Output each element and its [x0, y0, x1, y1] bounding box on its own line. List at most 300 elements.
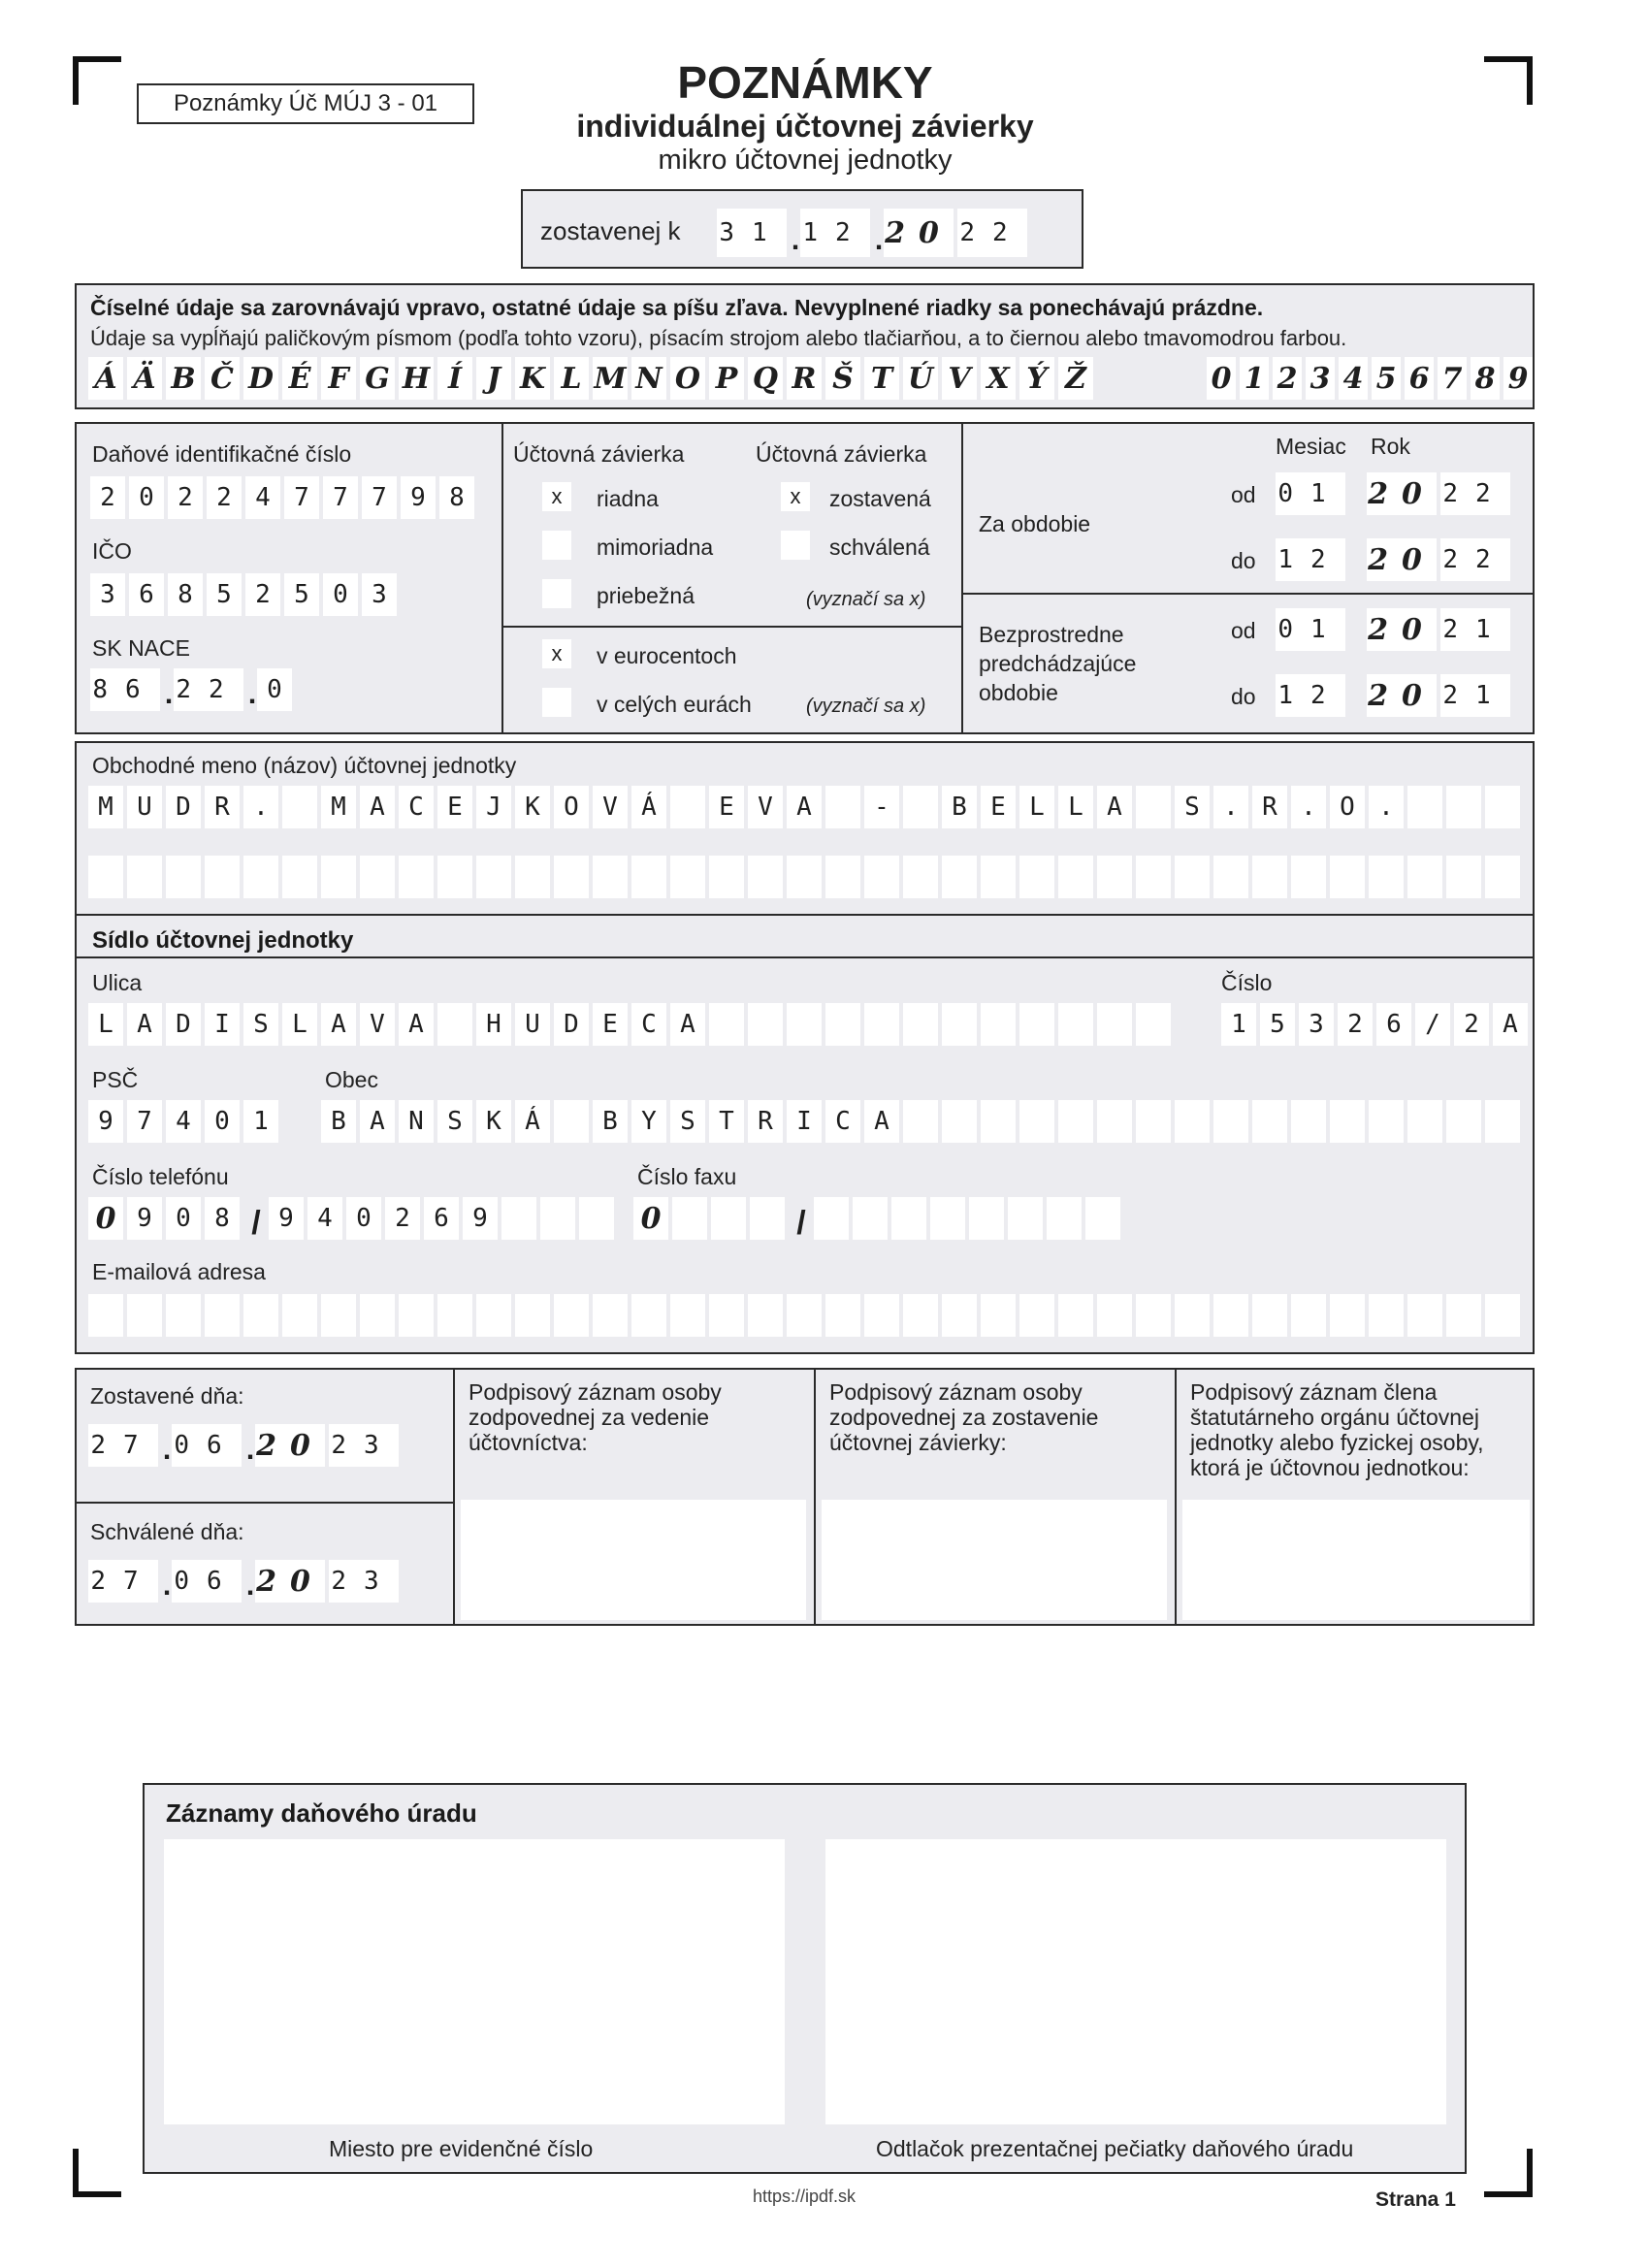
- fax-number-cell[interactable]: [1085, 1197, 1120, 1240]
- email-cell[interactable]: [1330, 1294, 1365, 1337]
- phone-number-cell[interactable]: [501, 1197, 536, 1240]
- street-cell[interactable]: [1097, 1003, 1132, 1046]
- ico-cell[interactable]: 3: [362, 573, 397, 616]
- date-month[interactable]: 12: [800, 209, 870, 257]
- email-cell[interactable]: [321, 1294, 356, 1337]
- city-field[interactable]: [321, 1100, 1524, 1143]
- city-cell[interactable]: B: [321, 1100, 356, 1143]
- fax-cell[interactable]: [750, 1197, 785, 1240]
- nace-part-2[interactable]: 22: [174, 668, 243, 711]
- ico-cell[interactable]: 6: [129, 573, 164, 616]
- psc-cell[interactable]: 0: [205, 1100, 240, 1143]
- email-cell[interactable]: [127, 1294, 162, 1337]
- compiled-year-rest[interactable]: 23: [329, 1424, 399, 1467]
- psc-cell[interactable]: 9: [88, 1100, 123, 1143]
- stamp-area[interactable]: [825, 1839, 1446, 2124]
- city-cell[interactable]: K: [476, 1100, 511, 1143]
- company-name-cell[interactable]: [903, 786, 938, 828]
- email-cell[interactable]: [981, 1294, 1016, 1337]
- email-cell[interactable]: [1175, 1294, 1210, 1337]
- company-name-cell[interactable]: [593, 856, 628, 898]
- city-cell[interactable]: [1407, 1100, 1442, 1143]
- dic-cell[interactable]: 9: [401, 476, 436, 519]
- fax-label: Číslo faxu: [637, 1164, 737, 1189]
- company-name-cell[interactable]: [515, 856, 550, 898]
- phone-number-cell[interactable]: 4: [307, 1197, 342, 1240]
- email-cell[interactable]: [903, 1294, 938, 1337]
- street-number-cell[interactable]: 1: [1221, 1003, 1256, 1046]
- current-to-field: [1276, 538, 1514, 581]
- email-cell[interactable]: [166, 1294, 201, 1337]
- street-number-cell[interactable]: 2: [1454, 1003, 1489, 1046]
- company-name-cell[interactable]: S: [1175, 786, 1210, 828]
- email-cell[interactable]: [476, 1294, 511, 1337]
- zostavena-checkbox[interactable]: x: [781, 482, 810, 511]
- city-cell[interactable]: [1446, 1100, 1481, 1143]
- street-number-cell[interactable]: A: [1493, 1003, 1528, 1046]
- city-cell[interactable]: S: [437, 1100, 472, 1143]
- company-name-cell[interactable]: [1446, 786, 1481, 828]
- company-name-cell[interactable]: [1291, 856, 1326, 898]
- phone-number-cell[interactable]: 6: [424, 1197, 459, 1240]
- previous-to-month[interactable]: 12: [1276, 674, 1345, 717]
- sample-letter: J: [476, 357, 511, 400]
- company-name-cell[interactable]: [205, 856, 240, 898]
- previous-to-year-rest[interactable]: 21: [1440, 674, 1510, 717]
- street-number-cell[interactable]: 5: [1260, 1003, 1295, 1046]
- email-cell[interactable]: [515, 1294, 550, 1337]
- city-cell[interactable]: B: [593, 1100, 628, 1143]
- company-name-cell[interactable]: Á: [631, 786, 666, 828]
- city-cell[interactable]: A: [360, 1100, 395, 1143]
- company-name-cell[interactable]: [670, 856, 705, 898]
- company-name-cell[interactable]: [1485, 856, 1520, 898]
- street-cell[interactable]: [1058, 1003, 1093, 1046]
- psc-cell[interactable]: 1: [243, 1100, 278, 1143]
- company-name-cell[interactable]: [476, 856, 511, 898]
- company-name-cell[interactable]: [1136, 786, 1171, 828]
- street-cell[interactable]: D: [166, 1003, 201, 1046]
- ico-cell[interactable]: 8: [168, 573, 203, 616]
- company-name-cell[interactable]: C: [399, 786, 434, 828]
- city-cell[interactable]: [1058, 1100, 1093, 1143]
- city-cell[interactable]: [1213, 1100, 1248, 1143]
- company-name-cell[interactable]: K: [515, 786, 550, 828]
- email-cell[interactable]: [825, 1294, 860, 1337]
- schvalena-checkbox[interactable]: [781, 531, 810, 560]
- dic-cell[interactable]: 2: [90, 476, 125, 519]
- nace-field[interactable]: [90, 668, 296, 711]
- current-to-year-rest[interactable]: 22: [1440, 538, 1510, 581]
- sample-letter: G: [360, 357, 395, 400]
- nace-part-1[interactable]: 86: [90, 668, 160, 711]
- riadna-checkbox[interactable]: x: [542, 482, 571, 511]
- company-name-cell[interactable]: [282, 786, 317, 828]
- fax-number-cell[interactable]: [814, 1197, 849, 1240]
- compiled-on-label: Zostavené dňa:: [90, 1383, 244, 1409]
- dic-cell[interactable]: 7: [362, 476, 397, 519]
- company-name-cell[interactable]: .: [1213, 786, 1248, 828]
- company-name-cell[interactable]: M: [321, 786, 356, 828]
- street-cell[interactable]: A: [399, 1003, 434, 1046]
- city-cell[interactable]: [1485, 1100, 1520, 1143]
- street-number-cell[interactable]: 2: [1338, 1003, 1373, 1046]
- company-name-cell[interactable]: V: [593, 786, 628, 828]
- previous-from-year-hand[interactable]: 20: [1367, 608, 1437, 651]
- compiled-day[interactable]: 27: [88, 1424, 158, 1467]
- current-to-year-hand[interactable]: 20: [1367, 538, 1437, 581]
- email-cell[interactable]: [1097, 1294, 1132, 1337]
- company-name-cell[interactable]: [1097, 856, 1132, 898]
- street-cell[interactable]: C: [631, 1003, 666, 1046]
- company-name-cell[interactable]: L: [1058, 786, 1093, 828]
- company-name-cell[interactable]: M: [88, 786, 123, 828]
- fax-number-cell[interactable]: [930, 1197, 965, 1240]
- email-cell[interactable]: [1019, 1294, 1054, 1337]
- dic-cell[interactable]: 0: [129, 476, 164, 519]
- street-cell[interactable]: [825, 1003, 860, 1046]
- email-cell[interactable]: [787, 1294, 822, 1337]
- date-day[interactable]: 31: [717, 209, 787, 257]
- city-cell[interactable]: I: [787, 1100, 822, 1143]
- company-name-cell[interactable]: [942, 856, 977, 898]
- company-name-cell[interactable]: [1058, 856, 1093, 898]
- phone-number-cell[interactable]: 9: [463, 1197, 498, 1240]
- previous-from-month[interactable]: 01: [1276, 608, 1345, 651]
- email-cell[interactable]: [1136, 1294, 1171, 1337]
- company-name-cell[interactable]: [399, 856, 434, 898]
- compiled-as-of-box: [521, 189, 1083, 269]
- sample-letter: Q: [748, 357, 783, 400]
- phone-number-cell[interactable]: 0: [346, 1197, 381, 1240]
- street-number-cell[interactable]: 3: [1299, 1003, 1334, 1046]
- company-name-cell[interactable]: [903, 856, 938, 898]
- ico-cell[interactable]: 3: [90, 573, 125, 616]
- city-cell[interactable]: Á: [515, 1100, 550, 1143]
- compiled-year-hand[interactable]: 20: [255, 1424, 325, 1467]
- company-name-cell[interactable]: R: [1252, 786, 1287, 828]
- city-cell[interactable]: [942, 1100, 977, 1143]
- street-cell[interactable]: A: [670, 1003, 705, 1046]
- email-cell[interactable]: [864, 1294, 899, 1337]
- city-cell[interactable]: Y: [631, 1100, 666, 1143]
- email-cell[interactable]: [1407, 1294, 1442, 1337]
- signature-statutory-line: Podpisový záznam člena: [1190, 1379, 1438, 1405]
- city-cell[interactable]: N: [399, 1100, 434, 1143]
- company-name-cell[interactable]: [437, 856, 472, 898]
- city-cell[interactable]: [981, 1100, 1016, 1143]
- company-name-cell[interactable]: [1213, 856, 1248, 898]
- ico-cell[interactable]: 2: [245, 573, 280, 616]
- street-cell[interactable]: H: [476, 1003, 511, 1046]
- company-name-cell[interactable]: V: [748, 786, 783, 828]
- approved-month[interactable]: 06: [172, 1560, 242, 1603]
- dic-cell[interactable]: 2: [168, 476, 203, 519]
- street-number-field[interactable]: [1221, 1003, 1532, 1046]
- approved-year-rest[interactable]: 23: [329, 1560, 399, 1603]
- street-cell[interactable]: U: [515, 1003, 550, 1046]
- date-year-rest[interactable]: 22: [957, 209, 1027, 257]
- email-cell[interactable]: [88, 1294, 123, 1337]
- current-to-month[interactable]: 12: [1276, 538, 1345, 581]
- company-name-cell[interactable]: -: [864, 786, 899, 828]
- company-name-cell[interactable]: [554, 856, 589, 898]
- fax-number-cell[interactable]: [1047, 1197, 1082, 1240]
- phone-number-cell[interactable]: 9: [269, 1197, 304, 1240]
- street-cell[interactable]: A: [127, 1003, 162, 1046]
- company-name-cell[interactable]: .: [243, 786, 278, 828]
- company-name-cell[interactable]: [166, 856, 201, 898]
- street-cell[interactable]: [709, 1003, 744, 1046]
- company-name-field[interactable]: [88, 786, 1524, 828]
- company-name-cell[interactable]: O: [1330, 786, 1365, 828]
- phone-prefix-cell[interactable]: 0: [166, 1197, 201, 1240]
- company-name-cell[interactable]: [1330, 856, 1365, 898]
- street-number-cell[interactable]: 6: [1376, 1003, 1411, 1046]
- company-name-cell[interactable]: [981, 856, 1016, 898]
- street-cell[interactable]: [787, 1003, 822, 1046]
- city-cell[interactable]: [1330, 1100, 1365, 1143]
- date-year-hand[interactable]: 20: [884, 209, 954, 257]
- company-name-cell[interactable]: [670, 786, 705, 828]
- company-name-cell[interactable]: [1407, 786, 1442, 828]
- city-cell[interactable]: R: [748, 1100, 783, 1143]
- psc-cell[interactable]: 7: [127, 1100, 162, 1143]
- email-cell[interactable]: [399, 1294, 434, 1337]
- street-field[interactable]: [88, 1003, 1175, 1046]
- company-name-cell[interactable]: .: [1291, 786, 1326, 828]
- fax-field[interactable]: [633, 1197, 1124, 1240]
- sample-letter: X: [981, 357, 1016, 400]
- current-from-year-rest[interactable]: 22: [1440, 472, 1510, 515]
- fax-number-cell[interactable]: [969, 1197, 1004, 1240]
- city-cell[interactable]: C: [825, 1100, 860, 1143]
- email-cell[interactable]: [205, 1294, 240, 1337]
- street-cell[interactable]: [1136, 1003, 1171, 1046]
- company-name-cell[interactable]: B: [942, 786, 977, 828]
- email-cell[interactable]: [1446, 1294, 1481, 1337]
- company-name-cell[interactable]: [825, 856, 860, 898]
- company-name-cell[interactable]: [127, 856, 162, 898]
- city-cell[interactable]: A: [864, 1100, 899, 1143]
- company-name-cell[interactable]: [243, 856, 278, 898]
- street-cell[interactable]: [748, 1003, 783, 1046]
- company-name-cell[interactable]: D: [166, 786, 201, 828]
- email-cell[interactable]: [1291, 1294, 1326, 1337]
- company-name-cell[interactable]: [1446, 856, 1481, 898]
- city-cell[interactable]: [554, 1100, 589, 1143]
- street-cell[interactable]: V: [360, 1003, 395, 1046]
- current-from-year-hand[interactable]: 20: [1367, 472, 1437, 515]
- street-cell[interactable]: S: [243, 1003, 278, 1046]
- email-field[interactable]: [88, 1294, 1524, 1337]
- company-name-cell[interactable]: [1136, 856, 1171, 898]
- approved-year-hand[interactable]: 20: [255, 1560, 325, 1603]
- email-cell[interactable]: [243, 1294, 278, 1337]
- company-name-cell[interactable]: L: [1019, 786, 1054, 828]
- mimoriadna-checkbox[interactable]: [542, 531, 571, 560]
- city-cell[interactable]: [1175, 1100, 1210, 1143]
- celych-eurach-checkbox[interactable]: [542, 688, 571, 717]
- company-name-cell[interactable]: [88, 856, 123, 898]
- email-cell[interactable]: [709, 1294, 744, 1337]
- city-cell[interactable]: [1252, 1100, 1287, 1143]
- dic-cell[interactable]: 7: [323, 476, 358, 519]
- psc-field[interactable]: [88, 1100, 282, 1143]
- street-cell[interactable]: A: [321, 1003, 356, 1046]
- dic-cell[interactable]: 7: [284, 476, 319, 519]
- company-name-cell[interactable]: A: [360, 786, 395, 828]
- company-name-cell[interactable]: E: [981, 786, 1016, 828]
- phone-number-cell[interactable]: [579, 1197, 614, 1240]
- city-cell[interactable]: [1136, 1100, 1171, 1143]
- city-cell[interactable]: T: [709, 1100, 744, 1143]
- phone-prefix-cell[interactable]: 8: [205, 1197, 240, 1240]
- email-cell[interactable]: [631, 1294, 666, 1337]
- sample-digit: 0: [1207, 357, 1236, 400]
- fax-number-cell[interactable]: [853, 1197, 888, 1240]
- signature-statutory-area[interactable]: [1182, 1500, 1530, 1620]
- street-cell[interactable]: E: [593, 1003, 628, 1046]
- company-name-cell[interactable]: [709, 856, 744, 898]
- date-dot: .: [791, 224, 800, 256]
- street-number-cell[interactable]: /: [1415, 1003, 1450, 1046]
- fax-number-cell[interactable]: [1008, 1197, 1043, 1240]
- form-code: Poznámky Úč MÚJ 3 - 01: [173, 90, 438, 116]
- dic-field[interactable]: [90, 476, 478, 519]
- email-cell[interactable]: [670, 1294, 705, 1337]
- company-name-cell[interactable]: [1485, 786, 1520, 828]
- signature-accounting-line: Podpisový záznam osoby: [469, 1379, 722, 1405]
- signature-accounting-line: zodpovednej za vedenie: [469, 1405, 710, 1430]
- company-name-cell[interactable]: [282, 856, 317, 898]
- company-name-cell[interactable]: [631, 856, 666, 898]
- company-name-field-row-2[interactable]: [88, 856, 1524, 898]
- city-cell[interactable]: [1097, 1100, 1132, 1143]
- company-name-cell[interactable]: [1252, 856, 1287, 898]
- current-from-month[interactable]: 01: [1276, 472, 1345, 515]
- previous-from-year-rest[interactable]: 21: [1440, 608, 1510, 651]
- company-name-cell[interactable]: E: [437, 786, 472, 828]
- street-cell[interactable]: [903, 1003, 938, 1046]
- ico-cell[interactable]: 5: [284, 573, 319, 616]
- psc-cell[interactable]: 4: [166, 1100, 201, 1143]
- street-cell[interactable]: [942, 1003, 977, 1046]
- registration-number-area[interactable]: [164, 1839, 785, 2124]
- city-cell[interactable]: [1019, 1100, 1054, 1143]
- phone-prefix-cell[interactable]: 9: [127, 1197, 162, 1240]
- email-cell[interactable]: [593, 1294, 628, 1337]
- signatures-block: [75, 1368, 1535, 1626]
- company-name-cell[interactable]: [787, 856, 822, 898]
- previous-period-label: [979, 620, 1136, 707]
- dic-cell[interactable]: 8: [439, 476, 474, 519]
- company-name-cell[interactable]: [1019, 856, 1054, 898]
- company-name-cell[interactable]: [360, 856, 395, 898]
- street-cell[interactable]: [1019, 1003, 1054, 1046]
- email-cell[interactable]: [1058, 1294, 1093, 1337]
- company-name-cell[interactable]: [825, 786, 860, 828]
- email-cell[interactable]: [1485, 1294, 1520, 1337]
- fax-cell[interactable]: [711, 1197, 746, 1240]
- email-cell[interactable]: [748, 1294, 783, 1337]
- street-cell[interactable]: L: [88, 1003, 123, 1046]
- city-cell[interactable]: [903, 1100, 938, 1143]
- company-name-cell[interactable]: A: [787, 786, 822, 828]
- fax-cell[interactable]: [672, 1197, 707, 1240]
- email-cell[interactable]: [360, 1294, 395, 1337]
- ico-cell[interactable]: 0: [323, 573, 358, 616]
- street-cell[interactable]: I: [205, 1003, 240, 1046]
- company-name-cell[interactable]: [864, 856, 899, 898]
- previous-to-year-hand[interactable]: 20: [1367, 674, 1437, 717]
- ico-label: IČO: [92, 538, 132, 564]
- signature-accounting-area[interactable]: [461, 1500, 806, 1620]
- company-name-cell[interactable]: [1407, 856, 1442, 898]
- priebezna-checkbox[interactable]: [542, 579, 571, 608]
- dic-cell[interactable]: 2: [207, 476, 242, 519]
- fax-prefix[interactable]: 0: [633, 1197, 668, 1240]
- city-cell[interactable]: [1291, 1100, 1326, 1143]
- street-cell[interactable]: [981, 1003, 1016, 1046]
- city-cell[interactable]: [1369, 1100, 1404, 1143]
- approved-day[interactable]: 27: [88, 1560, 158, 1603]
- company-name-cell[interactable]: A: [1097, 786, 1132, 828]
- eurocentoch-checkbox[interactable]: x: [542, 639, 571, 668]
- ico-field[interactable]: [90, 573, 401, 616]
- email-cell[interactable]: [1213, 1294, 1248, 1337]
- signature-compilation-area[interactable]: [822, 1500, 1167, 1620]
- nace-part-3[interactable]: 0: [257, 668, 292, 711]
- period-year-header: Rok: [1371, 434, 1410, 459]
- company-name-cell[interactable]: O: [554, 786, 589, 828]
- previous-to-field: [1276, 674, 1514, 717]
- phone-number-cell[interactable]: [540, 1197, 575, 1240]
- street-cell[interactable]: [864, 1003, 899, 1046]
- approved-on-date[interactable]: [88, 1560, 403, 1603]
- company-name-cell[interactable]: [1369, 856, 1404, 898]
- company-name-cell[interactable]: [321, 856, 356, 898]
- company-name-cell[interactable]: .: [1369, 786, 1404, 828]
- street-cell[interactable]: L: [282, 1003, 317, 1046]
- date-dot: .: [245, 1570, 255, 1602]
- email-cell[interactable]: [1252, 1294, 1287, 1337]
- company-name-cell[interactable]: [748, 856, 783, 898]
- compiled-month[interactable]: 06: [172, 1424, 242, 1467]
- email-cell[interactable]: [554, 1294, 589, 1337]
- email-cell[interactable]: [282, 1294, 317, 1337]
- street-cell[interactable]: D: [554, 1003, 589, 1046]
- company-name-cell[interactable]: U: [127, 786, 162, 828]
- fax-number-cell[interactable]: [891, 1197, 926, 1240]
- footer-url[interactable]: https://ipdf.sk: [753, 2187, 857, 2206]
- company-name-cell[interactable]: R: [205, 786, 240, 828]
- company-name-cell[interactable]: [1175, 856, 1210, 898]
- street-cell[interactable]: [437, 1003, 472, 1046]
- email-cell[interactable]: [1369, 1294, 1404, 1337]
- phone-prefix-cell[interactable]: 0: [88, 1197, 123, 1240]
- city-cell[interactable]: S: [670, 1100, 705, 1143]
- company-name-cell[interactable]: E: [709, 786, 744, 828]
- ico-cell[interactable]: 5: [207, 573, 242, 616]
- compiled-on-date[interactable]: [88, 1424, 403, 1467]
- email-cell[interactable]: [942, 1294, 977, 1337]
- email-cell[interactable]: [437, 1294, 472, 1337]
- company-name-cell[interactable]: J: [476, 786, 511, 828]
- phone-field[interactable]: [88, 1197, 618, 1240]
- dic-cell[interactable]: 4: [245, 476, 280, 519]
- phone-number-cell[interactable]: 2: [385, 1197, 420, 1240]
